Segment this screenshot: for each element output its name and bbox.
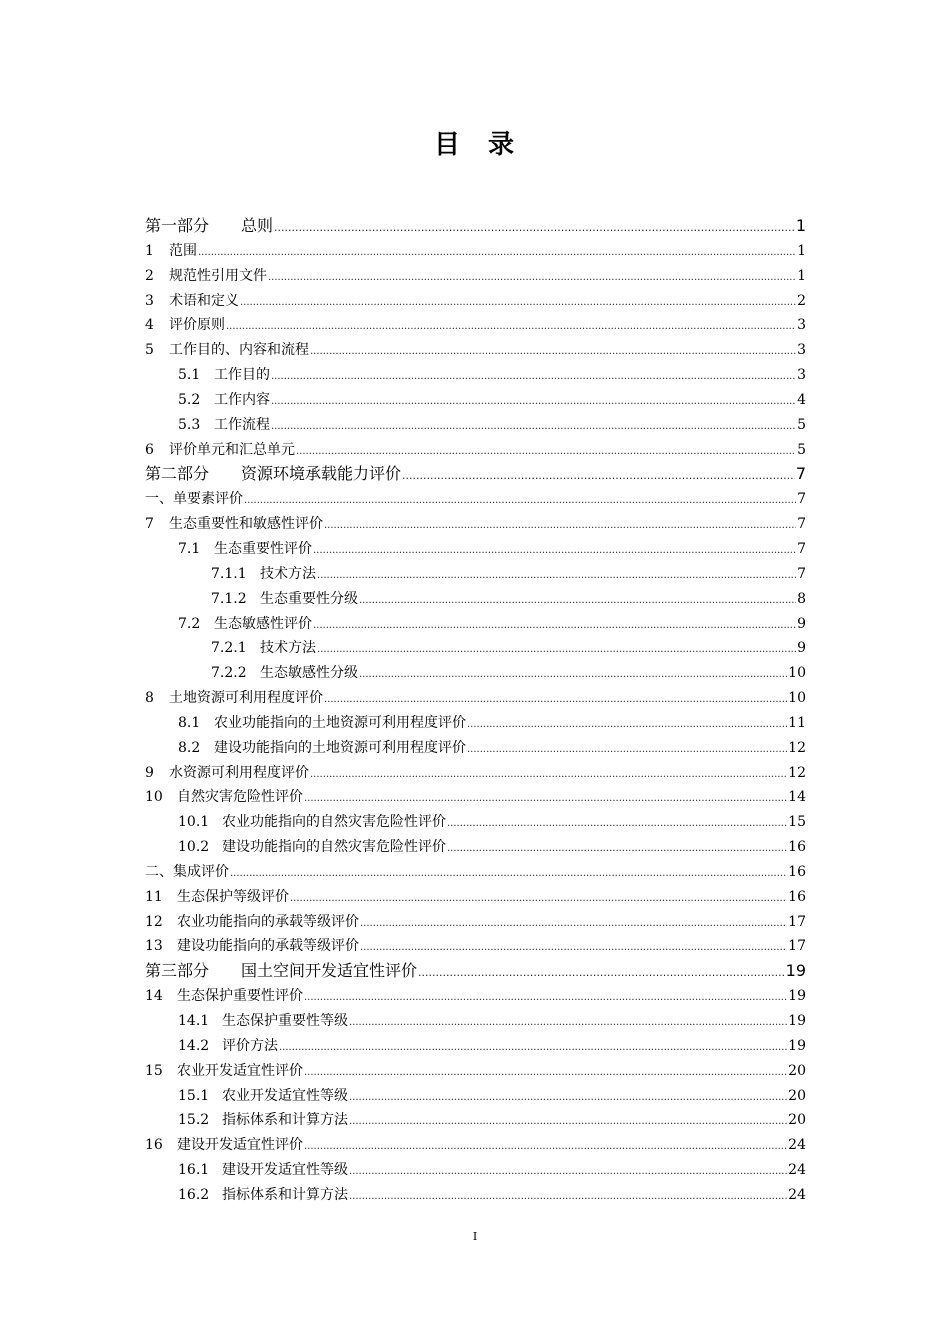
toc-entry[interactable] bbox=[145, 1183, 806, 1208]
toc-entry-page: 12 bbox=[788, 764, 806, 781]
toc-entry-page: 24 bbox=[788, 1186, 806, 1203]
toc-entry-label: 生态敏感性分级 bbox=[260, 665, 358, 682]
page-number: I bbox=[472, 1230, 478, 1243]
toc-entry[interactable] bbox=[145, 711, 806, 736]
toc-entry-number: 8.1 bbox=[178, 714, 201, 731]
toc-entry-number: 16.2 bbox=[178, 1186, 210, 1203]
toc-entry[interactable] bbox=[145, 612, 806, 637]
toc-entry-page: 3 bbox=[797, 317, 806, 334]
toc-entry-number: 2 bbox=[145, 267, 154, 284]
toc-entry-label: 指标体系和计算方法 bbox=[222, 1186, 348, 1203]
toc-dot-leader bbox=[349, 1183, 787, 1210]
toc-entry-page: 8 bbox=[797, 590, 806, 607]
toc-entry-page: 19 bbox=[785, 961, 806, 981]
toc-dot-leader bbox=[290, 885, 787, 912]
toc-entry-number: 4 bbox=[145, 317, 154, 334]
toc-entry-page: 16 bbox=[788, 839, 806, 856]
toc-entry-number: 12 bbox=[145, 913, 163, 930]
toc-dot-leader bbox=[349, 1009, 787, 1036]
toc-entry-page: 9 bbox=[797, 640, 806, 657]
toc-entry-page: 7 bbox=[797, 540, 806, 557]
toc-dot-leader bbox=[349, 1108, 787, 1135]
toc-entry-page: 20 bbox=[788, 1062, 806, 1079]
toc-entry[interactable] bbox=[145, 239, 806, 264]
toc-entry-page: 19 bbox=[788, 1037, 806, 1054]
toc-entry-label: 总则 bbox=[241, 216, 274, 235]
toc-entry[interactable] bbox=[145, 1059, 806, 1084]
toc-dot-leader bbox=[317, 636, 796, 663]
toc-entry-label: 国土空间开发适宜性评价 bbox=[241, 961, 418, 981]
toc-dot-leader bbox=[310, 761, 787, 788]
toc-dot-leader bbox=[349, 1084, 787, 1111]
toc-dot-leader bbox=[467, 736, 787, 763]
page-title-part2: 录 bbox=[488, 130, 517, 160]
toc-entry-page: 1 bbox=[797, 242, 806, 259]
toc-entry-number: 15.2 bbox=[178, 1112, 210, 1129]
toc-entry-label: 范围 bbox=[169, 242, 197, 259]
toc-entry[interactable] bbox=[145, 562, 806, 587]
toc-entry-page: 17 bbox=[788, 913, 806, 930]
toc-entry-number: 8 bbox=[145, 690, 154, 707]
toc-entry-page: 14 bbox=[788, 789, 806, 806]
toc-entry-page: 20 bbox=[788, 1087, 806, 1104]
toc-entry-number: 7.2 bbox=[178, 615, 201, 632]
toc-entry-page: 4 bbox=[797, 391, 806, 408]
toc-dot-leader bbox=[447, 810, 787, 837]
toc-entry[interactable] bbox=[145, 264, 806, 289]
toc-entry-label: 建设开发适宜性评价 bbox=[177, 1137, 303, 1154]
toc-entry-label: 一、单要素评价 bbox=[145, 491, 243, 508]
toc-entry-label: 生态重要性和敏感性评价 bbox=[169, 516, 323, 533]
toc-entry-number: 11 bbox=[145, 888, 163, 905]
toc-entry[interactable] bbox=[145, 736, 806, 761]
toc-entry-number: 13 bbox=[145, 938, 163, 955]
toc-entry-number: 5.3 bbox=[178, 416, 201, 433]
toc-entry[interactable] bbox=[145, 338, 806, 363]
toc-entry[interactable] bbox=[145, 934, 806, 959]
toc-entry-label: 农业功能指向的承载等级评价 bbox=[177, 913, 359, 930]
toc-dot-leader bbox=[360, 910, 787, 937]
toc-entry-label: 建设开发适宜性等级 bbox=[222, 1162, 348, 1179]
toc-entry-label: 水资源可利用程度评价 bbox=[169, 764, 309, 781]
toc-entry-label: 工作目的 bbox=[214, 367, 270, 384]
toc-entry[interactable] bbox=[145, 289, 806, 314]
toc-entry-page: 15 bbox=[788, 814, 806, 831]
toc-dot-leader bbox=[313, 612, 796, 639]
toc-entry-page: 5 bbox=[797, 416, 806, 433]
toc-entry-label: 自然灾害危险性评价 bbox=[177, 789, 303, 806]
toc-entry-label: 工作目的、内容和流程 bbox=[169, 342, 309, 359]
toc-entry[interactable] bbox=[145, 1034, 806, 1059]
toc-entry-label: 生态保护等级评价 bbox=[177, 888, 289, 905]
toc-entry-page: 2 bbox=[797, 292, 806, 309]
toc-entry-page: 3 bbox=[797, 367, 806, 384]
toc-dot-leader bbox=[230, 860, 787, 887]
toc-dot-leader bbox=[226, 313, 796, 340]
toc-entry-label: 生态保护重要性等级 bbox=[222, 1013, 348, 1029]
toc-entry-number: 5.1 bbox=[178, 367, 201, 384]
toc-entry[interactable] bbox=[145, 1158, 806, 1183]
toc-entry-number: 5 bbox=[145, 342, 154, 359]
toc-entry-page: 16 bbox=[788, 888, 806, 905]
toc-entry[interactable] bbox=[145, 860, 806, 885]
toc-entry-number: 7.1.2 bbox=[211, 590, 247, 607]
toc-entry-page: 20 bbox=[788, 1112, 806, 1129]
toc-dot-leader bbox=[349, 1158, 787, 1185]
toc-dot-leader bbox=[418, 959, 785, 986]
toc-entry-page: 10 bbox=[788, 690, 806, 707]
toc-entry[interactable] bbox=[145, 984, 806, 1009]
toc-dot-leader bbox=[359, 587, 796, 614]
toc-entry-page: 24 bbox=[788, 1162, 806, 1179]
toc-entry-page: 19 bbox=[788, 988, 806, 1005]
toc-entry[interactable] bbox=[145, 636, 806, 661]
toc-entry-page: 1 bbox=[795, 216, 806, 235]
toc-entry-label: 二、集成评价 bbox=[145, 863, 229, 880]
toc-dot-leader bbox=[268, 264, 796, 291]
toc-entry-page: 19 bbox=[788, 1013, 806, 1029]
toc-entry-page: 7 bbox=[797, 491, 806, 508]
toc-entry[interactable] bbox=[145, 462, 806, 487]
toc-entry-page: 3 bbox=[797, 342, 806, 359]
toc-dot-leader bbox=[467, 711, 787, 738]
toc-entry[interactable] bbox=[145, 214, 806, 239]
toc-entry-number: 第三部分 bbox=[145, 961, 210, 981]
toc-entry-label: 评价方法 bbox=[222, 1037, 278, 1054]
toc-entry-label: 评价单元和汇总单元 bbox=[169, 441, 295, 458]
toc-entry-label: 土地资源可利用程度评价 bbox=[169, 690, 323, 707]
toc-entry[interactable] bbox=[145, 1108, 806, 1133]
toc-entry-number: 7.2.1 bbox=[211, 640, 247, 657]
toc-entry-label: 生态保护重要性评价 bbox=[177, 988, 303, 1005]
toc-entry-label: 建设功能指向的承载等级评价 bbox=[177, 938, 359, 955]
toc-entry-page: 11 bbox=[788, 714, 806, 731]
toc-entry-number: 1 bbox=[145, 242, 154, 259]
toc-entry-label: 术语和定义 bbox=[169, 292, 239, 309]
page-title-part1: 目 bbox=[433, 130, 462, 160]
toc-entry-label: 工作内容 bbox=[214, 391, 270, 408]
toc-entry-page: 17 bbox=[788, 938, 806, 955]
toc-entry[interactable] bbox=[145, 785, 806, 810]
toc-entry-number: 6 bbox=[145, 441, 154, 458]
toc-entry-page: 1 bbox=[797, 267, 806, 284]
toc-entry-number: 8.2 bbox=[178, 739, 201, 756]
toc-dot-leader bbox=[402, 462, 795, 489]
toc-entry-label: 农业功能指向的自然灾害危险性评价 bbox=[222, 814, 446, 831]
toc-entry-page: 7 bbox=[797, 565, 806, 582]
toc-entry[interactable] bbox=[145, 835, 806, 860]
toc-entry-label: 建设功能指向的土地资源可利用程度评价 bbox=[214, 739, 466, 756]
toc-entry-label: 技术方法 bbox=[260, 565, 316, 582]
toc-entry-label: 技术方法 bbox=[260, 640, 316, 657]
toc-dot-leader bbox=[304, 785, 787, 812]
toc-dot-leader bbox=[310, 338, 796, 365]
toc-dot-leader bbox=[296, 438, 796, 465]
toc-entry-number: 15.1 bbox=[178, 1087, 210, 1104]
toc-dot-leader bbox=[274, 214, 795, 241]
toc-dot-leader bbox=[271, 388, 796, 415]
page-title bbox=[0, 124, 950, 161]
toc-entry[interactable] bbox=[145, 1133, 806, 1158]
toc-entry-page: 7 bbox=[797, 516, 806, 533]
toc-entry-number: 16 bbox=[145, 1137, 163, 1154]
toc-entry-number: 14 bbox=[145, 988, 163, 1005]
toc-dot-leader bbox=[271, 413, 796, 440]
toc-entry-page: 16 bbox=[788, 863, 806, 880]
toc-entry-number: 7.1 bbox=[178, 540, 201, 557]
toc-entry-page: 10 bbox=[788, 665, 806, 682]
toc-entry[interactable] bbox=[145, 1009, 806, 1034]
toc-entry-number: 7.1.1 bbox=[211, 565, 247, 582]
toc-dot-leader bbox=[360, 934, 787, 961]
toc-entry[interactable] bbox=[145, 363, 806, 388]
toc-dot-leader bbox=[324, 686, 787, 713]
toc-entry-label: 农业开发适宜性等级 bbox=[222, 1087, 348, 1104]
toc-dot-leader bbox=[240, 289, 796, 316]
toc-entry-number: 10.1 bbox=[178, 814, 210, 831]
toc-entry-page: 9 bbox=[797, 615, 806, 632]
toc-entry[interactable] bbox=[145, 885, 806, 910]
toc-entry-label: 生态重要性评价 bbox=[214, 540, 312, 557]
toc-entry-number: 第一部分 bbox=[145, 216, 210, 235]
toc-entry[interactable] bbox=[145, 413, 806, 438]
toc-entry[interactable] bbox=[145, 661, 806, 686]
toc-dot-leader bbox=[359, 661, 787, 688]
toc-dot-leader bbox=[317, 562, 796, 589]
toc-entry-number: 10 bbox=[145, 789, 163, 806]
toc-dot-leader bbox=[304, 1059, 787, 1086]
toc-entry-number: 16.1 bbox=[178, 1162, 210, 1179]
toc-dot-leader bbox=[304, 1133, 787, 1160]
toc-entry-label: 建设功能指向的自然灾害危险性评价 bbox=[222, 839, 446, 856]
toc-entry[interactable] bbox=[145, 686, 806, 711]
toc-entry[interactable] bbox=[145, 438, 806, 463]
toc-entry[interactable] bbox=[145, 1084, 806, 1109]
toc-entry-number: 5.2 bbox=[178, 391, 201, 408]
toc-entry-number: 3 bbox=[145, 292, 154, 309]
toc-entry-page: 12 bbox=[788, 739, 806, 756]
toc-dot-leader bbox=[244, 487, 796, 514]
table-of-contents bbox=[145, 214, 806, 1208]
toc-dot-leader bbox=[324, 512, 796, 539]
toc-entry[interactable] bbox=[145, 810, 806, 835]
toc-entry[interactable] bbox=[145, 487, 806, 512]
toc-entry-label: 规范性引用文件 bbox=[169, 267, 267, 284]
toc-dot-leader bbox=[271, 363, 796, 390]
toc-entry-number: 9 bbox=[145, 764, 154, 781]
toc-entry-number: 14.2 bbox=[178, 1037, 210, 1054]
toc-entry-label: 农业开发适宜性评价 bbox=[177, 1062, 303, 1079]
toc-entry-label: 指标体系和计算方法 bbox=[222, 1112, 348, 1129]
toc-entry-page: 5 bbox=[797, 441, 806, 458]
toc-entry[interactable] bbox=[145, 388, 806, 413]
toc-entry[interactable] bbox=[145, 587, 806, 612]
toc-entry[interactable] bbox=[145, 537, 806, 562]
toc-entry-number: 10.2 bbox=[178, 839, 210, 856]
toc-entry-label: 资源环境承载能力评价 bbox=[241, 464, 402, 484]
toc-entry-label: 生态敏感性评价 bbox=[214, 615, 312, 632]
toc-dot-leader bbox=[313, 537, 796, 564]
toc-entry-number: 7.2.2 bbox=[211, 665, 247, 682]
toc-dot-leader bbox=[198, 239, 796, 266]
toc-entry-page: 7 bbox=[795, 464, 806, 484]
toc-dot-leader bbox=[447, 835, 787, 862]
toc-entry[interactable] bbox=[145, 910, 806, 935]
toc-entry[interactable] bbox=[145, 761, 806, 786]
toc-entry[interactable] bbox=[145, 313, 806, 338]
toc-entry-number: 15 bbox=[145, 1062, 163, 1079]
toc-entry[interactable] bbox=[145, 512, 806, 537]
toc-entry-label: 农业功能指向的土地资源可利用程度评价 bbox=[214, 714, 466, 731]
toc-entry-number: 第二部分 bbox=[145, 464, 210, 484]
toc-entry[interactable] bbox=[145, 959, 806, 984]
toc-entry-label: 工作流程 bbox=[214, 416, 270, 433]
toc-entry-page: 24 bbox=[788, 1137, 806, 1154]
toc-entry-label: 评价原则 bbox=[169, 317, 225, 334]
toc-entry-number: 14.1 bbox=[178, 1013, 210, 1029]
toc-entry-number: 7 bbox=[145, 516, 154, 533]
toc-dot-leader bbox=[304, 984, 787, 1011]
toc-dot-leader bbox=[279, 1034, 787, 1061]
toc-entry-label: 生态重要性分级 bbox=[260, 590, 358, 607]
